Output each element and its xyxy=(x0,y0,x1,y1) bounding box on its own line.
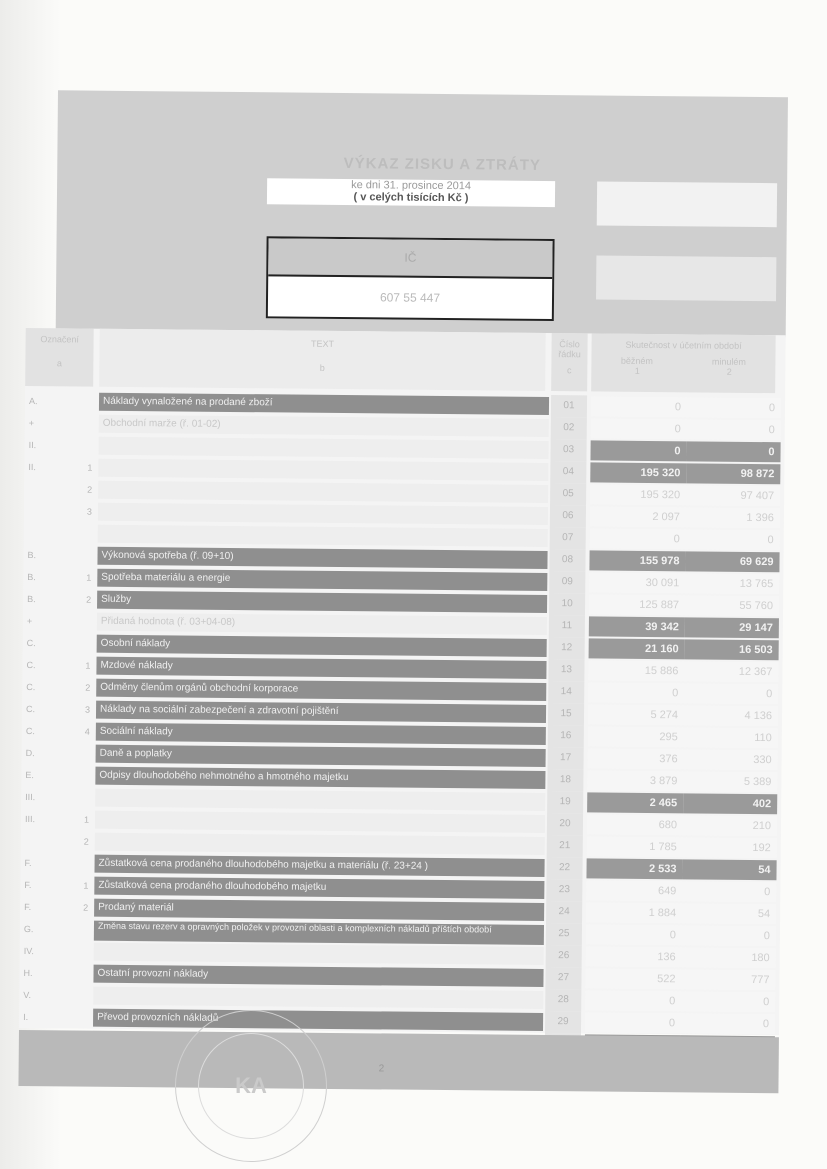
ico-label: IČ xyxy=(268,238,552,279)
row-text: Změna stavu rezerv a opravných položek v provozní oblasti a komplexních nákladů příštích období xyxy=(94,921,544,945)
row-subcode: 1 xyxy=(83,814,90,825)
row-code: G. xyxy=(23,924,34,935)
row-number: 21 xyxy=(547,835,583,857)
row-text: Odpisy dlouhodobého nehmotného a hmotného majetku xyxy=(95,767,545,789)
row-code: III. xyxy=(24,814,36,825)
row-text xyxy=(95,833,545,855)
row-subcode: 1 xyxy=(83,880,89,891)
row-text xyxy=(98,481,548,503)
row-code: F. xyxy=(24,858,32,869)
row-value-current: 1 785 xyxy=(587,836,683,857)
report-units: ( v celých tisících Kč ) xyxy=(353,191,469,205)
row-value-current: 522 xyxy=(585,968,681,989)
row-number: 23 xyxy=(546,879,582,901)
col-header-values-label: Skutečnost v účetním období xyxy=(625,339,742,351)
row-value-current: 3 879 xyxy=(587,770,683,791)
row-value-current: 0 xyxy=(588,682,684,703)
row-value-previous: 0 xyxy=(682,925,776,946)
col-header-previous-sub: 2 xyxy=(726,366,732,377)
row-number: 13 xyxy=(548,659,584,681)
row-text: Výkonová spotřeba (ř. 09+10) xyxy=(97,547,547,569)
row-number: 04 xyxy=(550,461,586,483)
row-text xyxy=(98,525,548,547)
col-header-text-sub: b xyxy=(319,362,325,373)
row-text xyxy=(98,503,548,525)
row-number: 09 xyxy=(549,571,585,593)
row-value-current: 2 465 xyxy=(587,792,683,813)
row-value-current: 649 xyxy=(586,880,682,901)
row-value-current: 136 xyxy=(586,946,682,967)
row-value-previous: 0 xyxy=(687,419,781,440)
row-text: Prodaný materiál xyxy=(94,899,544,921)
row-number: 01 xyxy=(551,395,587,417)
row-code: C. xyxy=(26,660,36,671)
row-value-previous: 55 760 xyxy=(685,595,779,616)
row-number: 15 xyxy=(548,703,584,725)
report-date-box xyxy=(267,178,555,207)
row-code: C. xyxy=(26,704,36,715)
row-number: 12 xyxy=(549,637,585,659)
row-number: 16 xyxy=(548,725,584,747)
row-code: + xyxy=(26,616,33,627)
row-text: Náklady na sociální zabezpečení a zdravotní pojištění xyxy=(96,701,546,723)
row-value-current: 2 533 xyxy=(586,858,682,879)
row-subcode: 2 xyxy=(85,682,91,693)
col-header-text xyxy=(99,329,546,391)
row-code: + xyxy=(28,418,35,429)
row-value-current: 0 xyxy=(585,1012,681,1033)
income-statement-table xyxy=(19,328,786,1035)
row-value-previous: 5 389 xyxy=(683,771,777,792)
row-number: 22 xyxy=(546,857,582,879)
row-code: II. xyxy=(28,440,37,451)
row-value-previous: 192 xyxy=(683,837,777,858)
col-header-number-sub: c xyxy=(567,365,572,376)
col-header-previous: minulém xyxy=(711,356,746,367)
company-stamp xyxy=(175,1010,327,1162)
row-subcode: 2 xyxy=(87,484,93,495)
row-number: 28 xyxy=(545,989,581,1011)
row-text: Sociální náklady xyxy=(96,723,546,745)
row-code: C. xyxy=(25,726,35,737)
row-code: V. xyxy=(23,989,32,1001)
row-text xyxy=(95,811,545,833)
footer-band xyxy=(18,1030,779,1093)
row-value-current: 30 091 xyxy=(589,572,685,593)
row-text: Náklady vynaložené na prodané zboží xyxy=(99,393,549,415)
row-value-previous: 210 xyxy=(683,815,777,836)
row-value-current: 21 160 xyxy=(589,638,685,659)
row-value-current: 0 xyxy=(590,440,686,461)
row-code: B. xyxy=(27,550,37,561)
row-code: A. xyxy=(28,396,38,407)
row-number: 02 xyxy=(551,417,587,439)
row-number: 08 xyxy=(549,549,585,571)
row-value-current: 0 xyxy=(586,924,682,945)
row-code: C. xyxy=(26,638,36,649)
row-text: Převod provozních nákladů xyxy=(93,1009,543,1031)
row-number: 24 xyxy=(546,901,582,923)
row-code: E. xyxy=(25,770,34,781)
row-value-current: 0 xyxy=(585,990,681,1011)
row-value-previous: 97 407 xyxy=(686,485,780,506)
col-header-number-label: Číslo xyxy=(559,339,580,350)
row-code: IV. xyxy=(23,945,34,957)
footer-note xyxy=(49,1038,749,1045)
row-value-previous: 0 xyxy=(686,529,780,550)
col-header-number xyxy=(551,333,588,391)
page-number: 2 xyxy=(378,1063,385,1075)
col-header-number-label2: řádku xyxy=(558,349,581,360)
row-number: 29 xyxy=(545,1011,581,1033)
row-value-previous: 54 xyxy=(682,903,776,924)
header-right-panel-bottom xyxy=(596,255,776,301)
row-value-current: 680 xyxy=(587,814,683,835)
row-number: 07 xyxy=(550,527,586,549)
row-text: Mzdové náklady xyxy=(96,657,546,679)
row-subcode: 2 xyxy=(83,836,89,847)
row-value-current: 0 xyxy=(590,528,686,549)
row-value-previous: 0 xyxy=(687,397,781,418)
row-value-previous: 402 xyxy=(683,793,777,814)
row-value-previous: 180 xyxy=(682,947,776,968)
row-code: F. xyxy=(24,880,32,891)
stamp-text: KA xyxy=(198,1033,304,1139)
row-value-previous: 777 xyxy=(681,969,775,990)
row-text xyxy=(98,459,548,481)
row-code: D. xyxy=(25,748,35,759)
row-subcode: 1 xyxy=(85,660,91,671)
row-subcode: 2 xyxy=(83,902,89,913)
row-number: 11 xyxy=(549,615,585,637)
row-number: 20 xyxy=(547,813,583,835)
row-value-current: 376 xyxy=(588,748,684,769)
row-value-previous: 110 xyxy=(684,727,778,748)
row-subcode: 4 xyxy=(84,726,90,737)
row-text: Obchodní marže (ř. 01-02) xyxy=(99,415,549,437)
row-text: Daně a poplatky xyxy=(96,745,546,767)
row-text: Ostatní provozní náklady xyxy=(93,965,543,987)
row-code: II. xyxy=(28,462,36,473)
col-header-text-label: TEXT xyxy=(311,338,335,349)
row-code: III. xyxy=(25,792,36,803)
col-header-code xyxy=(25,328,94,387)
row-number: 10 xyxy=(549,593,585,615)
row-code: I. xyxy=(23,1011,29,1023)
form-sheet xyxy=(18,90,788,1097)
row-value-current: 0 xyxy=(591,418,687,439)
row-value-previous: 13 765 xyxy=(685,573,779,594)
row-value-current: 39 342 xyxy=(589,616,685,637)
row-value-previous: 16 503 xyxy=(685,639,779,660)
row-value-previous: 29 147 xyxy=(685,617,779,638)
row-subcode: 1 xyxy=(87,462,93,473)
row-text: Přidaná hodnota (ř. 03+04-08) xyxy=(97,613,547,635)
ico-value: 607 55 447 xyxy=(379,290,441,305)
row-value-current: 195 320 xyxy=(590,484,686,505)
row-text: Osobní náklady xyxy=(97,635,547,657)
header-right-panel-top xyxy=(597,181,777,227)
col-header-code-sub: a xyxy=(56,358,62,369)
row-number: 18 xyxy=(547,769,583,791)
row-value-current: 2 097 xyxy=(590,506,686,527)
row-number: 27 xyxy=(545,967,581,989)
report-title: VÝKAZ ZISKU A ZTRÁTY xyxy=(343,155,541,174)
row-number: 19 xyxy=(547,791,583,813)
row-value-previous: 0 xyxy=(684,683,778,704)
row-number: 03 xyxy=(550,439,586,461)
row-value-previous: 0 xyxy=(681,991,775,1012)
row-value-previous: 1 396 xyxy=(686,507,780,528)
row-text: Zůstatková cena prodaného dlouhodobého majetku xyxy=(94,877,544,899)
row-value-current: 15 886 xyxy=(588,660,684,681)
row-number: 26 xyxy=(546,945,582,967)
row-text: Zůstatková cena prodaného dlouhodobého majetku a materiálu (ř. 23+24 ) xyxy=(94,855,544,877)
row-code: B. xyxy=(27,572,36,583)
col-header-code-label: Označení xyxy=(40,334,79,345)
row-value-current: 1 884 xyxy=(586,902,682,923)
row-value-previous: 54 xyxy=(682,859,776,880)
row-subcode: 1 xyxy=(86,572,92,583)
row-number: 17 xyxy=(548,747,584,769)
row-value-previous: 0 xyxy=(681,1013,775,1034)
row-text: Služby xyxy=(97,591,547,613)
row-number: 14 xyxy=(548,681,584,703)
row-number: 25 xyxy=(546,923,582,945)
col-header-values xyxy=(591,333,776,393)
row-value-previous: 330 xyxy=(684,749,778,770)
row-value-current: 155 978 xyxy=(589,550,685,571)
row-text xyxy=(99,437,549,459)
row-code: F. xyxy=(24,902,32,913)
row-text: Odměny členům orgánů obchodní korporace xyxy=(96,679,546,701)
row-text xyxy=(95,789,545,811)
row-value-previous: 0 xyxy=(686,441,780,462)
row-code: H. xyxy=(23,967,33,979)
company-id-box xyxy=(266,236,555,321)
row-text xyxy=(94,943,544,965)
row-subcode: 2 xyxy=(86,594,92,605)
row-value-current: 5 274 xyxy=(588,704,684,725)
row-value-current: 0 xyxy=(591,396,687,417)
row-value-current: 195 320 xyxy=(590,462,686,483)
row-subcode: 3 xyxy=(84,704,91,715)
row-code: C. xyxy=(26,682,36,693)
report-date: ke dni 31. prosince 2014 xyxy=(351,179,472,193)
col-header-current: běžném xyxy=(620,355,653,367)
col-header-current-sub: 1 xyxy=(634,365,640,376)
row-subcode: 3 xyxy=(86,506,93,517)
row-value-previous: 69 629 xyxy=(685,551,779,572)
row-value-previous: 4 136 xyxy=(684,705,778,726)
row-number: 06 xyxy=(550,505,586,527)
row-number: 05 xyxy=(550,483,586,505)
row-text xyxy=(93,987,543,1009)
row-code: B. xyxy=(27,594,36,605)
row-text: Spotřeba materiálu a energie xyxy=(97,569,547,591)
row-value-current: 125 887 xyxy=(589,594,685,615)
row-value-previous: 98 872 xyxy=(686,463,780,484)
row-value-current: 295 xyxy=(588,726,684,747)
row-value-previous: 0 xyxy=(682,881,776,902)
row-value-previous: 12 367 xyxy=(684,661,778,682)
